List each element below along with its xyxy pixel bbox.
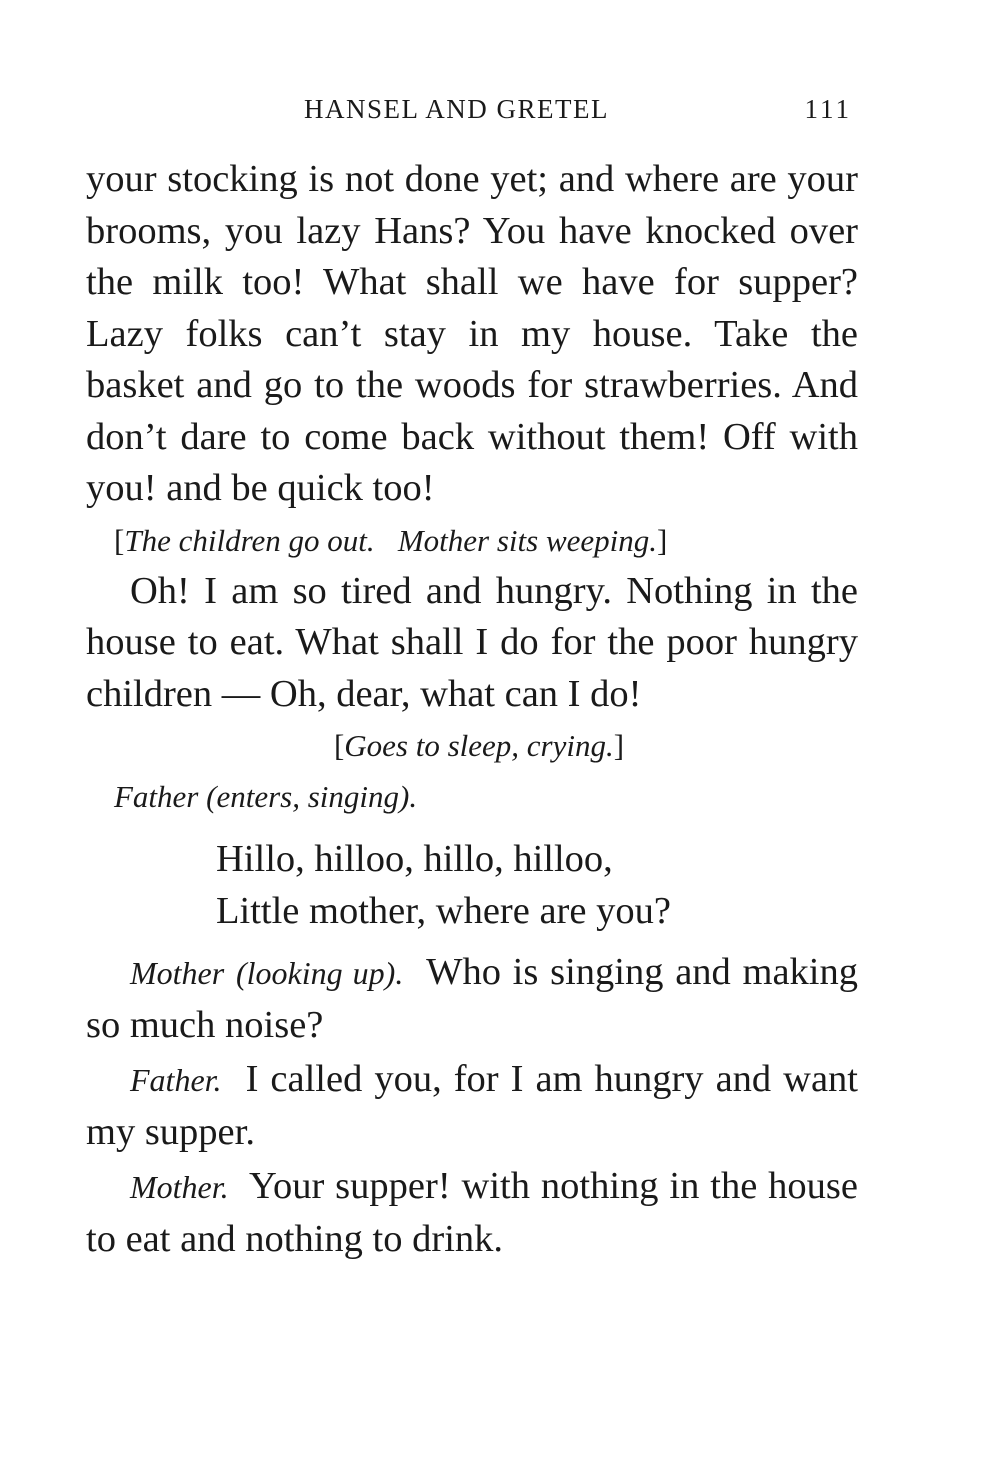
- running-title: HANSEL AND GRETEL: [304, 94, 609, 124]
- body-text: [86, 154, 858, 1265]
- song-line-2: Little mother, where are you?: [216, 889, 671, 932]
- song-verse: [216, 834, 858, 937]
- stage-direction-text: Goes to sleep, crying.: [344, 728, 614, 763]
- stage-direction-part-1: The children go out.: [124, 522, 375, 558]
- speaker-direction: (looking up).: [235, 955, 404, 991]
- paragraph-mother-scolding: your stocking is not done yet; and where are your brooms, you lazy Hans? You have knocked over the milk too! What shall we have for supper? Lazy folks can’t stay in my house. Take the basket and go to the woods for strawberries. And don’t dare to come back without them! Off with you! and be quick too!: [86, 158, 858, 509]
- stage-direction-goes-to-sleep: [86, 720, 858, 771]
- paragraph-mother-lament: Oh! I am so tired and hungry. Nothing in the house to eat. What shall I do for the poor hungry children — Oh, dear, what can I do!: [86, 569, 858, 715]
- dialogue-mother-2: [86, 1161, 858, 1265]
- dialogue-text: Your supper! with nothing in the house to eat and nothing to drink.: [86, 1165, 858, 1260]
- speaker-name: Mother: [130, 955, 225, 991]
- father-entrance: [86, 771, 858, 822]
- bracket-close: ]: [613, 728, 625, 763]
- song-line-1: Hillo, hilloo, hillo, hilloo,: [216, 838, 613, 880]
- stage-direction-children-go-out: [86, 515, 858, 566]
- stage-direction-part-2: Mother sits weeping.: [397, 522, 658, 558]
- speaker-direction: (enters, singing).: [206, 779, 418, 814]
- running-head: [86, 94, 858, 134]
- page-number: 111: [804, 94, 852, 124]
- dialogue-father: [86, 1054, 858, 1158]
- bracket-open: [: [114, 522, 125, 558]
- speaker-name: Father: [114, 779, 199, 814]
- dialogue-text: Who is singing and making so much noise?: [86, 951, 858, 1046]
- speaker-name: Mother.: [130, 1169, 229, 1205]
- dialogue-mother-1: [86, 947, 858, 1051]
- bracket-close: ]: [657, 522, 668, 558]
- bracket-open: [: [333, 728, 345, 763]
- dialogue-text: I called you, for I am hungry and want my supper.: [86, 1058, 859, 1153]
- speaker-name: Father.: [130, 1062, 222, 1098]
